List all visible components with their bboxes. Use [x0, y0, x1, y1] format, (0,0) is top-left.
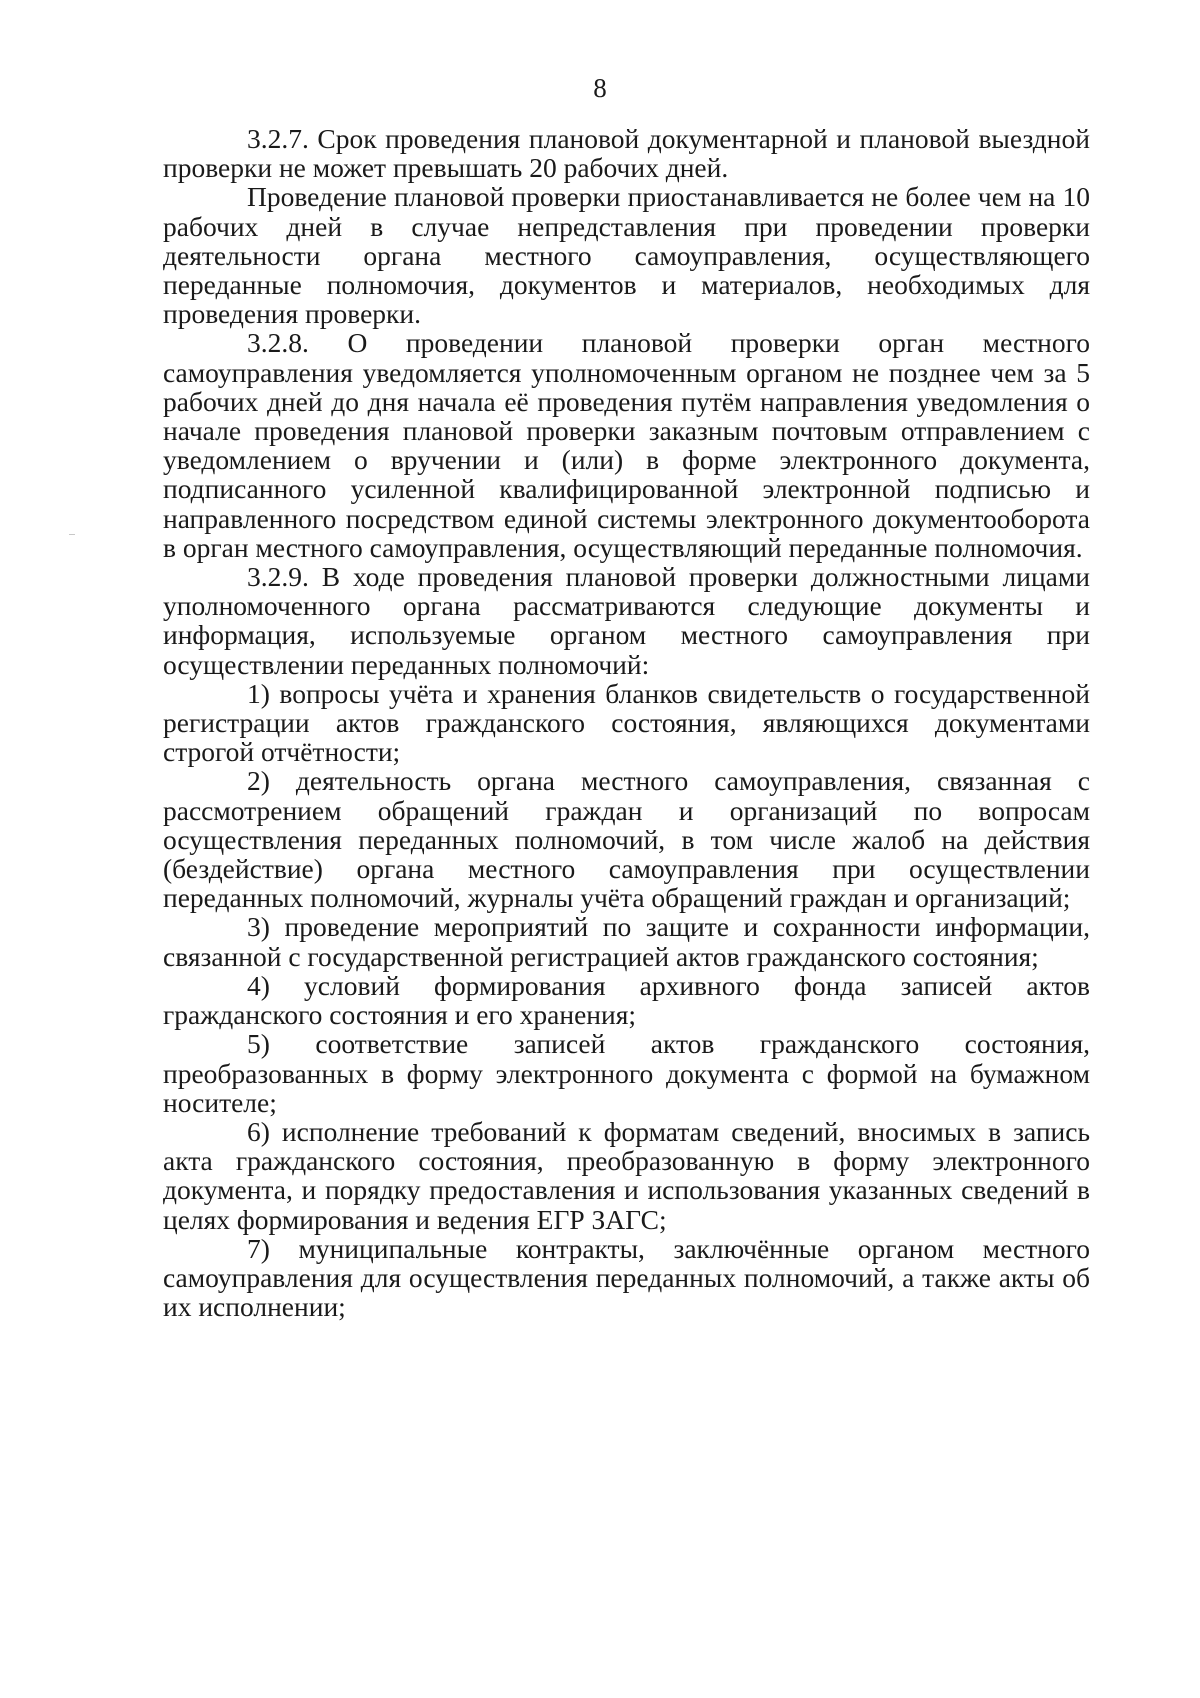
- paragraph-3-2-7: 3.2.7. Срок проведения плановой документарной и плановой выездной проверки не может превышать 20 рабочих дней.: [163, 123, 1090, 184]
- paragraph-3-2-8: 3.2.8. О проведении плановой проверки орган местного самоуправления уведомляется уполномоченным органом не позднее чем за 5 рабочих дней до дня начала её проведения путём направления уведомления о начале проведения плановой проверки заказным почтовым отправлением с уведомлением о вручении и (или) в форме электронного документа, подписанного усиленной квалифицированной электронной подписью и направленного посредством единой системы электронного документооборота в орган местного самоуправления, осуществляющий переданные полномочия.: [163, 327, 1090, 563]
- page-number: 8: [593, 73, 607, 103]
- scan-artifact-mark: [69, 534, 75, 535]
- list-item-3: 3) проведение мероприятий по защите и сохранности информации, связанной с государственной регистрацией актов гражданского состояния;: [163, 911, 1090, 972]
- list-item-1: 1) вопросы учёта и хранения бланков свидетельств о государственной регистрации актов гражданского состояния, являющихся документами строгой отчётности;: [163, 677, 1090, 768]
- list-item-5: 5) соответствие записей актов гражданского состояния, преобразованных в форму электронного документа с формой на бумажном носителе;: [163, 1028, 1090, 1118]
- paragraph-suspension: Проведение плановой проверки приостанавливается не более чем на 10 рабочих дней в случае непредставления при проведении проверки деятельности органа местного самоуправления, осуществляющего переданные полномочия, документов и материалов, необходимых для проведения проверки.: [163, 181, 1090, 330]
- paragraph-3-2-9: 3.2.9. В ходе проведения плановой проверки должностными лицами уполномоченного органа рассматриваются следующие документы и информация, используемые органом местного самоуправления при осуществлении переданных полномочий:: [163, 561, 1090, 680]
- list-item-6: 6) исполнение требований к форматам сведений, вносимых в запись акта гражданского состояния, преобразованную в форму электронного документа, и порядку предоставления и использования указанных сведений в целях формирования и ведения ЕГР ЗАГС;: [163, 1115, 1090, 1235]
- list-item-7: 7) муниципальные контракты, заключённые органом местного самоуправления для осуществления переданных полномочий, а также акты об их исполнении;: [163, 1232, 1090, 1323]
- list-item-2: 2) деятельность органа местного самоуправления, связанная с рассмотрением обращений граждан и организаций по вопросам осуществления переданных полномочий, в том числе жалоб на действия (бездействие) органа местного самоуправления при осуществлении переданных полномочий, журналы учёта обращений граждан и организаций;: [163, 765, 1090, 914]
- document-body: [163, 124, 1090, 1321]
- list-item-4: 4) условий формирования архивного фонда записей актов гражданского состояния и его хранения;: [163, 969, 1090, 1031]
